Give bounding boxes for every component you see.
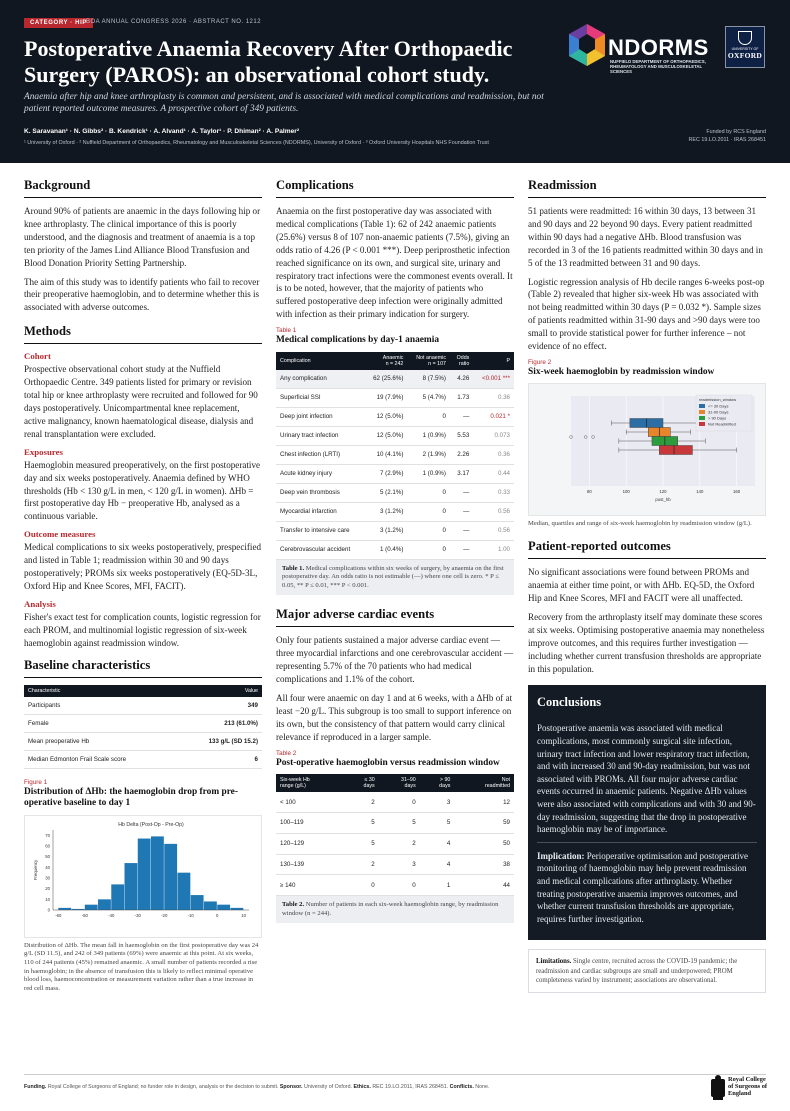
affiliations: ¹ University of Oxford · ² Nuffield Department of Orthopaedics, Rheumatology and Musculoskeletal Sciences (NDORMS), University of Oxford · ³ Oxford University Hospitals NHS Foundation Trust bbox=[24, 140, 489, 146]
congress-label: BOA ANNUAL CONGRESS 2026 · ABSTRACT NO. 1212 bbox=[86, 19, 262, 25]
histogram-y-tick: 40 bbox=[45, 864, 50, 870]
implication-label: Implication: bbox=[537, 850, 585, 861]
table1-cell: Superficial SSI bbox=[276, 388, 364, 407]
readmission-p1: 51 patients were readmitted: 16 within 30 days, 13 between 31 and 90 days and 22 beyond 90 days. Every patient readmitted within 90 days had a negative ΔHb. Blood transfusion was recorded in 3 of the 16 patients readmitted within 30 days and in 5 of the 13 readmitted between 31 and 90 days. bbox=[528, 206, 763, 268]
complications-heading: Complications bbox=[276, 178, 514, 198]
baseline-col-characteristic: Characteristic bbox=[24, 685, 178, 697]
table1-cell: Deep vein thrombosis bbox=[276, 483, 364, 502]
oxford-logo bbox=[725, 26, 765, 68]
figure2-plot bbox=[528, 383, 766, 516]
table1-cell: 0.56 bbox=[473, 502, 514, 521]
oxford-univ-label: UNIVERSITY OF bbox=[731, 47, 759, 51]
histogram-y-tick: 30 bbox=[45, 875, 50, 881]
boxplot-legend-label: <= 30 Days bbox=[708, 403, 729, 409]
footer-conflicts-label: Conflicts. bbox=[449, 1084, 474, 1090]
boxplot-x-tick: 140 bbox=[696, 489, 704, 495]
exposures-text: Haemoglobin measured preoperatively, on the first postoperative day and six weeks postoperatively. Anaemia defined by WHO thresholds (Hb < 130 g/L in men, < 120 g/L in women). ΔHb = first postoperative day Hb − preoperative Hb, analysed as a continuous variable. bbox=[24, 459, 261, 522]
table2-header: Not readmitted bbox=[454, 774, 514, 792]
table2-cell: 130–139 bbox=[276, 854, 344, 875]
table1-row bbox=[276, 502, 514, 521]
table2-cell: 5 bbox=[420, 812, 455, 833]
table1-row bbox=[276, 407, 514, 426]
footer-funding-label: Funding. bbox=[24, 1084, 47, 1090]
column-2 bbox=[276, 178, 514, 923]
table2-row bbox=[276, 812, 514, 833]
histogram-x-tick: 10 bbox=[241, 912, 247, 918]
table1-cell: 1 (0.9%) bbox=[407, 426, 450, 445]
table2-cell: 0 bbox=[344, 875, 379, 896]
table2-cell: 1 bbox=[420, 875, 455, 896]
table1-cell: 1.00 bbox=[473, 540, 514, 559]
complications-p1: Anaemia on the first postoperative day was associated with medical complications (Table 1): 62 of 242 anaemic patients (25.6%) versus 8 of 107 non-anaemic patients (7.5%), giving an odds ratio of 4.26 (P < 0.001 ***). Deep periprosthetic infection reached significance on its own, and surgical site, urinary and respiratory tract infections were the commonest events overall. It is to be noted, however, that the majority of patients who suffered postoperative deep infection were originally admitted with infection as their primary indication for surgery. bbox=[276, 206, 513, 320]
baseline-heading: Baseline characteristics bbox=[24, 658, 262, 678]
ndorms-subtitle: NUFFIELD DEPARTMENT OF ORTHOPAEDICS, RHEUMATOLOGY AND MUSCULOSKELETAL SCIENCES bbox=[610, 59, 706, 74]
baseline-characteristic: Median Edmonton Frail Scale score bbox=[24, 750, 178, 768]
table1-cell: 2 (1.9%) bbox=[407, 445, 450, 464]
readmission-heading: Readmission bbox=[528, 178, 766, 198]
table1-row bbox=[276, 388, 514, 407]
table1-cell: 10 (4.1%) bbox=[364, 445, 407, 464]
table1-cell: Any complication bbox=[276, 370, 364, 389]
figure2-caption: Median, quartiles and range of six-week haemoglobin by readmission window (g/L). bbox=[528, 520, 752, 528]
table2-caption-bold: Table 2. bbox=[282, 901, 305, 909]
funding-note bbox=[688, 128, 766, 144]
baseline-table bbox=[24, 685, 262, 769]
histogram-bar bbox=[204, 901, 217, 910]
table1-cell: 3.17 bbox=[450, 464, 473, 483]
conclusions-box bbox=[528, 685, 766, 940]
histogram-x-tick: -50 bbox=[81, 912, 88, 918]
boxplot-chart bbox=[531, 386, 763, 508]
figure2-title: Six-week haemoglobin by readmission window bbox=[528, 366, 715, 377]
histogram-x-tick: 0 bbox=[216, 912, 219, 918]
implication-text: Perioperative optimisation and postoperative monitoring of haemoglobin may help prevent readmission and medical complications after arthroplasty. Whether treating postoperative anaemia improves outcomes, and whether current transfusion thresholds are appropriate, requires further investigation. bbox=[537, 850, 748, 924]
rcs-label: Royal College of Surgeons of England bbox=[728, 1076, 768, 1097]
table2-header: 31–90 days bbox=[379, 774, 420, 792]
table1-header: Not anaemic n = 107 bbox=[407, 352, 450, 370]
analysis-text: Fisher's exact test for complication counts, logistic regression for each PROM, and multinomial logistic regression of six-week haemoglobin against readmission window. bbox=[24, 611, 261, 648]
table2-label: Table 2 bbox=[276, 749, 297, 757]
footer-ethics-label: Ethics. bbox=[353, 1084, 371, 1090]
table1-cell: 5 (4.7%) bbox=[407, 388, 450, 407]
table1-cell: Chest infection (LRTI) bbox=[276, 445, 364, 464]
table2-cell: ≥ 140 bbox=[276, 875, 344, 896]
table1-caption-text: Medical complications within six weeks of surgery, by anaemia on the first postoperative day. An odds ratio is not estimable (—) where one cell is zero. * P ≤ 0.05, ** P ≤ 0.01, *** P < 0.001. bbox=[282, 564, 504, 589]
table1-cell: Urinary tract infection bbox=[276, 426, 364, 445]
boxplot-x-tick: 100 bbox=[622, 489, 630, 495]
cohort-text: Prospective observational cohort study at the Nuffield Orthopaedic Centre. 349 patients listed for primary or revision total hip or knee arthroplasty were recruited and followed for 90 days postoperatively. Unicompartmental knee replacement, active malignancy, known haematological disease, dialysis and renal transplantation were excluded. bbox=[24, 364, 258, 439]
exposures-heading: Exposures bbox=[24, 446, 63, 457]
table1-cell: 0.021 * bbox=[473, 407, 514, 426]
table1-cell: Deep joint infection bbox=[276, 407, 364, 426]
outcomes-text: Medical complications to six weeks postoperatively, prespecified and listed in Table 1; readmission within 30 and 90 days postoperatively; PROMs six weeks postoperatively (EQ-5D-3L, Oxford Hip and Knee Scores, MFI, FACIT). bbox=[24, 542, 262, 591]
table2-cell: 3 bbox=[420, 792, 455, 812]
poster-subtitle: Anaemia after hip and knee arthroplasty is common and persistent, and is associated with medical complications and readmission, but not patient reported outcome measures. A prospective cohort of 349 patients. bbox=[24, 92, 544, 114]
table2-cell: 44 bbox=[454, 875, 514, 896]
background-p2: The aim of this study was to identify patients who fail to recover their preoperative haemoglobin, and to determine whether this is associated with adverse outcomes. bbox=[24, 276, 260, 313]
histogram-x-tick: -40 bbox=[108, 912, 115, 918]
baseline-row bbox=[24, 732, 262, 750]
table1-cell: 0.36 bbox=[473, 445, 514, 464]
column-3 bbox=[528, 178, 766, 993]
analysis-heading: Analysis bbox=[24, 598, 56, 609]
table2-cell: 5 bbox=[344, 812, 379, 833]
table1-cell: 3 (1.2%) bbox=[364, 502, 407, 521]
table1-cell: Myocardial infarction bbox=[276, 502, 364, 521]
proms-heading: Patient-reported outcomes bbox=[528, 539, 766, 559]
footer-rule bbox=[24, 1074, 766, 1075]
boxplot-legend-label: > 90 Days bbox=[708, 415, 727, 421]
baseline-characteristic: Female bbox=[24, 714, 178, 732]
table2-cell: 3 bbox=[379, 854, 420, 875]
table1-cell: — bbox=[450, 483, 473, 502]
table1-header: Complication bbox=[276, 352, 364, 370]
table1-cell: 3 (1.2%) bbox=[364, 521, 407, 540]
table1-cell: 12 (5.0%) bbox=[364, 407, 407, 426]
proms-p2: Recovery from the arthroplasty itself may dominate these scores at six weeks. Optimising postoperative anaemia may nonetheless improve outcomes, and this requires further investigation — including whether current transfusion thresholds are appropriate in this population. bbox=[528, 611, 765, 674]
conclusions-p1: Postoperative anaemia was associated with medical complications, most commonly surgical site infection, urinary tract infection and lower respiratory tract infection, and with increased 30 and 90-day readmission, but was not associated with PROMs. All four major adverse cardiac events occurred in anaemic patients. Negative ΔHb values were also associated with complications and with 30 and 90-day readmission, suggesting that the drop in postoperative haemoglobin may be of importance. bbox=[537, 723, 756, 835]
methods-heading: Methods bbox=[24, 324, 262, 344]
background-heading: Background bbox=[24, 178, 262, 198]
table1-cell: 0.56 bbox=[473, 521, 514, 540]
table1-row bbox=[276, 426, 514, 445]
table1-cell: 1 (0.4%) bbox=[364, 540, 407, 559]
boxplot-x-tick: 120 bbox=[659, 489, 667, 495]
cohort-heading: Cohort bbox=[24, 351, 51, 362]
readmission-p2: Logistic regression analysis of Hb decile ranges 6-weeks post-op (Table 2) revealed that higher six-week Hb was associated with not being readmitted within 30 days (P = 0.032 *). Sample sizes of patients readmitted within 31-90 days and >90 days were too small to provide statistical power for further inference – not evidence of no effect. bbox=[528, 276, 765, 352]
funded-by: Funded by RCS England bbox=[706, 129, 766, 135]
boxplot-x-tick: 80 bbox=[587, 489, 592, 495]
mace-heading: Major adverse cardiac events bbox=[276, 607, 514, 627]
table1-cell: 0 bbox=[407, 407, 450, 426]
baseline-value: 213 (61.0%) bbox=[178, 714, 262, 732]
histogram-y-tick: 60 bbox=[45, 843, 50, 849]
footer-ethics: REC 19.LO.2011, IRAS 268451. bbox=[370, 1084, 450, 1090]
baseline-value: 133 g/L (SD 15.2) bbox=[178, 732, 262, 750]
baseline-characteristic: Mean preoperative Hb bbox=[24, 732, 178, 750]
mace-p1: Only four patients sustained a major adverse cardiac event — three myocardial infarctions and one cerebrovascular accident — representing 5.7% of the 70 patients who had medical complications and 1.1% of the cohort. bbox=[276, 635, 514, 685]
histogram-bar bbox=[98, 899, 111, 910]
table1-cell: Acute kidney injury bbox=[276, 464, 364, 483]
table2-cell: 38 bbox=[454, 854, 514, 875]
histogram-x-tick: -20 bbox=[161, 912, 168, 918]
poster-title: Postoperative Anaemia Recovery After Orthopaedic Surgery (PAROS): an observational cohort study. bbox=[24, 36, 513, 87]
histogram-y-tick: 70 bbox=[45, 832, 50, 838]
table1-cell: 7 (2.9%) bbox=[364, 464, 407, 483]
rec-number: REC 19.LO.2011 · IRAS 268451 bbox=[688, 137, 766, 143]
figure1-label: Figure 1 bbox=[24, 778, 48, 786]
baseline-col-value: Value bbox=[178, 685, 262, 697]
table1-caption bbox=[276, 560, 514, 596]
oxford-label: OXFORD bbox=[727, 51, 763, 60]
category-badge: CATEGORY · HIP bbox=[24, 18, 93, 28]
boxplot-legend-swatch bbox=[699, 422, 705, 426]
limitations-box bbox=[528, 949, 766, 993]
table2-cell: < 100 bbox=[276, 792, 344, 812]
outcomes-heading: Outcome measures bbox=[24, 529, 96, 540]
table2-row bbox=[276, 833, 514, 854]
baseline-characteristic: Participants bbox=[24, 697, 178, 715]
table2-cell: 2 bbox=[344, 792, 379, 812]
table2-header: ≤ 30 days bbox=[344, 774, 379, 792]
table1-cell: 0 bbox=[407, 521, 450, 540]
table2-row bbox=[276, 875, 514, 896]
histogram-y-label: Frequency bbox=[33, 859, 38, 880]
table2-cell: 120–129 bbox=[276, 833, 344, 854]
column-1 bbox=[24, 178, 262, 1000]
table2-cell: 2 bbox=[344, 854, 379, 875]
histogram-x-tick: -10 bbox=[187, 912, 194, 918]
histogram-y-tick: 20 bbox=[45, 885, 50, 891]
table1-header: Anaemic n = 242 bbox=[364, 352, 407, 370]
baseline-value: 349 bbox=[178, 697, 262, 715]
histogram-bar bbox=[164, 843, 177, 909]
table1-cell: 4.26 bbox=[450, 370, 473, 389]
table2-cell: 100–119 bbox=[276, 812, 344, 833]
table1 bbox=[276, 352, 514, 560]
table1-label: Table 1 bbox=[276, 327, 297, 335]
histogram-chart bbox=[27, 818, 259, 930]
limitations-text: Single centre, recruited across the COVID-19 pandemic; the readmission and cardiac subgroups are small and underpowered; PROM completeness varied by instrument; associations are observational. bbox=[536, 958, 738, 984]
table1-cell: <0.001 *** bbox=[473, 370, 514, 389]
table2-cell: 50 bbox=[454, 833, 514, 854]
table1-header: Odds ratio bbox=[450, 352, 473, 370]
baseline-row bbox=[24, 697, 262, 715]
table1-cell: 5.53 bbox=[450, 426, 473, 445]
baseline-value: 6 bbox=[178, 750, 262, 768]
figure2-label: Figure 2 bbox=[528, 358, 552, 366]
histogram-y-tick: 10 bbox=[45, 896, 50, 902]
table2-cell: 0 bbox=[379, 792, 420, 812]
table2-cell: 0 bbox=[379, 875, 420, 896]
table2-header: > 90 days bbox=[420, 774, 455, 792]
conclusions-heading: Conclusions bbox=[537, 695, 602, 710]
footer-sponsor-label: Sponsor. bbox=[279, 1084, 303, 1090]
histogram-bar bbox=[217, 904, 230, 909]
oxford-crest-icon bbox=[738, 31, 752, 45]
table2-caption bbox=[276, 896, 514, 923]
baseline-row bbox=[24, 714, 262, 732]
table1-cell: — bbox=[450, 502, 473, 521]
boxplot-legend-label: Not Readmitted bbox=[708, 421, 736, 427]
table2-header: Six-week Hb range (g/L) bbox=[276, 774, 344, 792]
mace-p2: All four were anaemic on day 1 and at 6 weeks, with a ΔHb of at least −20 g/L. This subgroup is too small to support inference on its own, but the consistency of that pattern would carry clinical relevance if reproduced in a larger sample. bbox=[276, 693, 513, 742]
boxplot-legend-title: readmission_window bbox=[699, 397, 737, 403]
table2 bbox=[276, 774, 514, 896]
histogram-bar bbox=[85, 904, 98, 909]
table1-row bbox=[276, 483, 514, 502]
table1-cell: — bbox=[450, 407, 473, 426]
footer bbox=[24, 1084, 489, 1090]
boxplot-legend-label: 31-90 Days bbox=[708, 409, 729, 415]
boxplot-x-tick: 160 bbox=[733, 489, 741, 495]
table1-row bbox=[276, 445, 514, 464]
histogram-bar bbox=[230, 907, 243, 909]
proms-p1: No significant associations were found between PROMs and anaemia at either time point, or with ΔHb. EQ-5D, the Oxford Hip and Knee Scores, MFI and FACIT were all unaffected. bbox=[528, 567, 755, 603]
table1-cell: 5 (2.1%) bbox=[364, 483, 407, 502]
histogram-y-tick: 0 bbox=[47, 907, 50, 913]
table2-cell: 4 bbox=[420, 833, 455, 854]
boxplot-legend-swatch bbox=[699, 416, 705, 420]
histogram-y-tick: 50 bbox=[45, 853, 50, 859]
figure1-caption: Distribution of ΔHb. The mean fall in haemoglobin on the first postoperative day was 24 g/L (SD 11.5), and 242 of 349 patients (69%) were anaemic at this point. At six weeks, 110 of 244 patients (45%) remained anaemic. A small number of patients recorded a rise in haemoglobin; in the absence of transfusion this is likely to reflect minimal operative blood loss, haemoconcentration or measurement variation rather than a true increase in red cell mass. bbox=[24, 941, 259, 993]
boxplot-x-label: post_hb bbox=[655, 497, 671, 503]
table1-cell: Transfer to intensive care bbox=[276, 521, 364, 540]
table1-cell: 12 (5.0%) bbox=[364, 426, 407, 445]
table2-caption-text: Number of patients in each six-week haemoglobin range, by readmission window (n = 244). bbox=[282, 901, 499, 917]
histogram-bar bbox=[111, 884, 124, 910]
table2-cell: 5 bbox=[379, 812, 420, 833]
implication bbox=[537, 842, 757, 926]
table1-row bbox=[276, 370, 514, 389]
table1-cell: 0.33 bbox=[473, 483, 514, 502]
table2-title: Post-operative haemoglobin versus readmission window bbox=[276, 757, 500, 768]
table1-row bbox=[276, 521, 514, 540]
table1-cell: 0 bbox=[407, 540, 450, 559]
table2-cell: 59 bbox=[454, 812, 514, 833]
histogram-bar bbox=[191, 895, 204, 910]
footer-sponsor: University of Oxford. bbox=[302, 1084, 354, 1090]
histogram-bar bbox=[125, 863, 138, 910]
table1-cell: — bbox=[450, 521, 473, 540]
poster-header bbox=[0, 0, 790, 163]
table2-cell: 2 bbox=[379, 833, 420, 854]
background-p1: Around 90% of patients are anaemic in the days following hip or knee arthroplasty. The clinical importance of this is poorly understood, and the diagnosis and treatment of anaemia is a top ten priority of the James Lind Alliance Blood Transfusion and Blood Donation Priority Setting Partnership. bbox=[24, 206, 261, 268]
boxplot-legend-swatch bbox=[699, 404, 705, 408]
table1-header: P bbox=[473, 352, 514, 370]
footer-funding: Royal College of Surgeons of England; no funder role in design, analysis or the decision to submit. bbox=[46, 1084, 280, 1090]
baseline-row bbox=[24, 750, 262, 768]
table1-cell: 1 (0.9%) bbox=[407, 464, 450, 483]
limitations-label: Limitations. bbox=[536, 958, 572, 966]
table1-row bbox=[276, 464, 514, 483]
histogram-bar bbox=[151, 836, 164, 910]
figure1-title: Distribution of ΔHb: the haemoglobin drop from pre-operative baseline to day 1 bbox=[24, 786, 238, 809]
authors: K. Saravanan¹ · N. Gibbs² · B. Kendrick¹ · A. Alvand¹ · A. Taylor¹ · P. Dhiman² · A. Palmer² bbox=[24, 128, 300, 135]
histogram-x-tick: -30 bbox=[134, 912, 141, 918]
table2-row bbox=[276, 854, 514, 875]
table1-title: Medical complications by day-1 anaemia bbox=[276, 335, 440, 346]
table1-cell: 0 bbox=[407, 483, 450, 502]
table2-cell: 5 bbox=[344, 833, 379, 854]
table1-cell: 0.44 bbox=[473, 464, 514, 483]
table1-cell: 8 (7.5%) bbox=[407, 370, 450, 389]
histogram-bar bbox=[58, 907, 71, 909]
table1-cell: Cerebrovascular accident bbox=[276, 540, 364, 559]
table1-row bbox=[276, 540, 514, 559]
table2-cell: 4 bbox=[420, 854, 455, 875]
table1-cell: 19 (7.9%) bbox=[364, 388, 407, 407]
ndorms-wordmark: NDORMS bbox=[608, 35, 709, 60]
table1-cell: 0 bbox=[407, 502, 450, 521]
footer-conflicts: None. bbox=[473, 1084, 490, 1090]
table1-cell: 0.073 bbox=[473, 426, 514, 445]
table2-cell: 12 bbox=[454, 792, 514, 812]
histogram-title: Hb Delta (Post-Op - Pre-Op) bbox=[118, 821, 184, 828]
table1-cell: 0.36 bbox=[473, 388, 514, 407]
boxplot-box bbox=[659, 446, 692, 455]
histogram-bar bbox=[177, 872, 190, 909]
figure1-plot bbox=[24, 815, 262, 938]
histogram-x-tick: -60 bbox=[55, 912, 62, 918]
table1-cell: — bbox=[450, 540, 473, 559]
boxplot-legend-swatch bbox=[699, 410, 705, 414]
table1-cell: 62 (25.6%) bbox=[364, 370, 407, 389]
histogram-bar bbox=[138, 838, 151, 909]
table1-cell: 1.73 bbox=[450, 388, 473, 407]
table1-cell: 2.26 bbox=[450, 445, 473, 464]
table1-caption-bold: Table 1. bbox=[282, 564, 305, 572]
table2-row bbox=[276, 792, 514, 812]
